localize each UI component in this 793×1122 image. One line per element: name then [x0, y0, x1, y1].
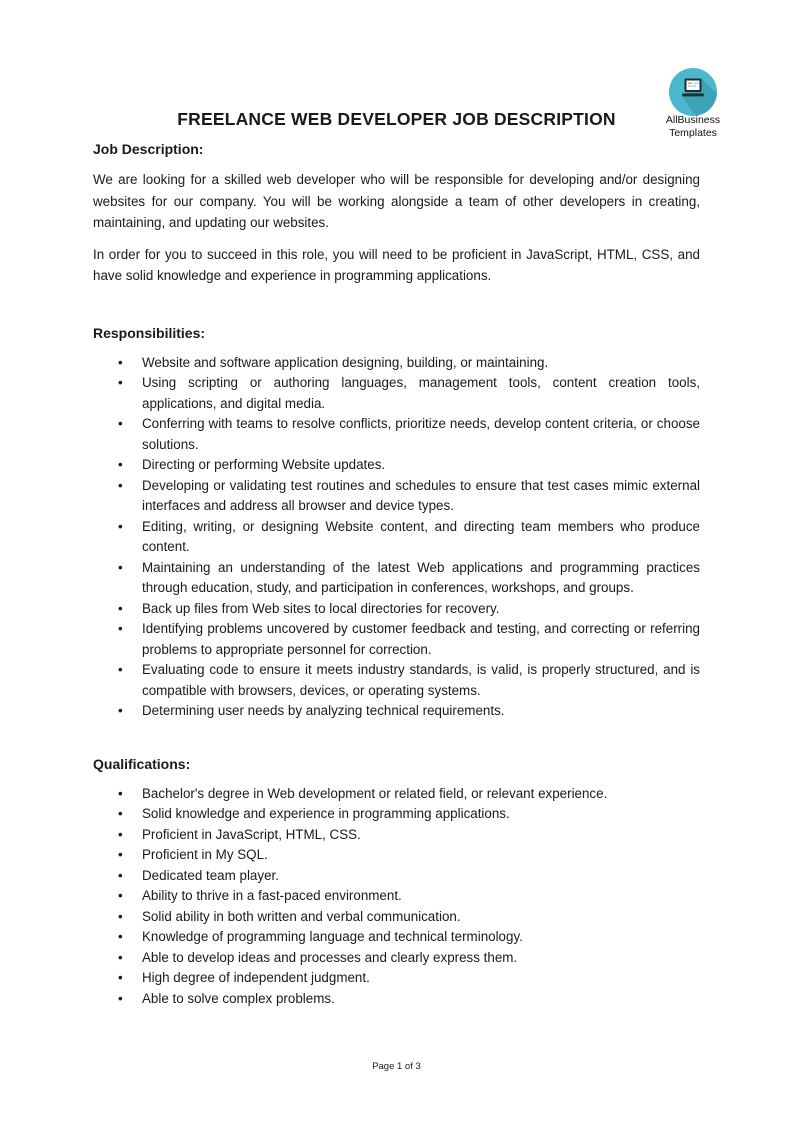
list-item-text: Bachelor's degree in Web development or related field, or relevant experience. [142, 785, 608, 801]
list-item-text: Proficient in JavaScript, HTML, CSS. [142, 826, 361, 842]
list-item [142, 927, 700, 948]
responsibilities-list [93, 353, 700, 722]
job-description-heading: Job Description: [93, 141, 204, 157]
list-item-text: Ability to thrive in a fast-paced environment. [142, 888, 402, 903]
list-item [142, 804, 700, 825]
list-item [142, 660, 700, 701]
list-item-text: Able to solve complex problems. [142, 990, 335, 1006]
list-item-text: Solid ability in both written and verbal communication. [142, 908, 461, 924]
list-item-text: Website and software application designing, building, or maintaining. [142, 354, 549, 370]
responsibilities-heading: Responsibilities: [93, 324, 206, 341]
list-item [142, 907, 700, 928]
list-item-text: Proficient in My SQL. [142, 847, 268, 862]
list-item [142, 455, 700, 476]
list-item [142, 866, 700, 887]
list-item [142, 517, 700, 558]
list-item [142, 948, 700, 969]
list-item [142, 989, 700, 1010]
list-item-text: High degree of independent judgment. [142, 970, 370, 985]
list-item-text: Back up files from Web sites to local directories for recovery. [142, 600, 500, 616]
list-item-text: Able to develop ideas and processes and clearly express them. [142, 949, 518, 965]
list-item [142, 414, 700, 455]
list-item-text: Evaluating code to ensure it meets industry standards, is valid, is properly structured, and is compatible with browsers, devices, or operating systems. [142, 662, 700, 698]
list-item-text: Editing, writing, or designing Website content, and directing team members who produce content. [142, 518, 700, 554]
logo-text-line1: AllBusiness [665, 114, 721, 126]
list-item-text: Solid knowledge and experience in programming applications. [142, 806, 510, 821]
list-item-text: Knowledge of programming language and technical terminology. [142, 929, 523, 944]
list-item [142, 599, 700, 620]
list-item-text: Directing or performing Website updates. [142, 457, 386, 472]
list-item [142, 476, 700, 517]
logo-text-line2: Templates [669, 126, 717, 139]
list-item [142, 373, 700, 414]
list-item-text: Conferring with teams to resolve conflicts, prioritize needs, develop content criteria, or choose solutions. [142, 416, 700, 452]
logo-text [645, 114, 741, 139]
job-description-paragraph-1: We are looking for a skilled web developer who will be responsible for developing and/or designing websites for our company. You will be working alongside a team of other developers in creating, maintaining, and updating our websites. [93, 172, 700, 230]
list-item [142, 968, 700, 989]
qualifications-heading: Qualifications: [93, 755, 191, 772]
page-title: FREELANCE WEB DEVELOPER JOB DESCRIPTION [177, 109, 616, 129]
list-item [142, 825, 700, 846]
list-item-text: Dedicated team player. [142, 867, 279, 883]
list-item [142, 558, 700, 599]
job-description-paragraph-2: In order for you to succeed in this role, you will need to be proficient in JavaScript, HTML, CSS, and have solid knowledge and experience in programming applications. [93, 246, 700, 283]
list-item [142, 701, 700, 722]
list-item-text: Using scripting or authoring languages, management tools, content creation tools, applications, and digital media. [142, 375, 700, 411]
list-item-text: Developing or validating test routines and schedules to ensure that test cases mimic external interfaces and address all browser and device types. [142, 477, 700, 513]
laptop-icon [669, 68, 717, 116]
list-item-text: Maintaining an understanding of the latest Web applications and programming practices through education, study, and participation in conferences, workshops, and groups. [142, 559, 700, 595]
list-item-text: Identifying problems uncovered by customer feedback and testing, and correcting or referring problems to appropriate personnel for correction. [142, 621, 700, 657]
list-item [142, 619, 700, 660]
allbusiness-templates-logo [645, 68, 741, 139]
list-item-text: Determining user needs by analyzing technical requirements. [142, 703, 505, 718]
list-item [142, 886, 700, 907]
page-number: Page 1 of 3 [372, 1061, 421, 1072]
qualifications-list [93, 784, 700, 1010]
list-item [142, 845, 700, 866]
list-item [142, 784, 700, 805]
list-item [142, 353, 700, 374]
